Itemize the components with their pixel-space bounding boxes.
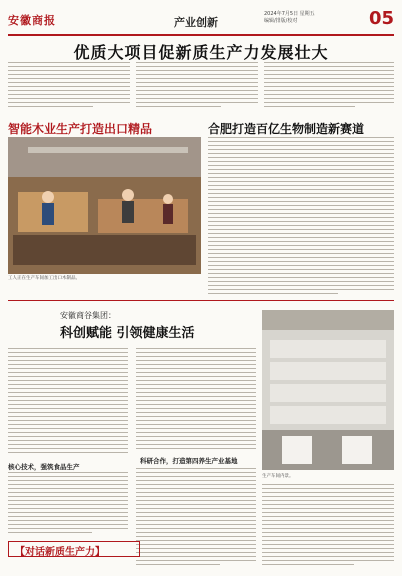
date-line: 2024年7月5日 星期五 bbox=[264, 11, 315, 17]
wood-article-title: 智能木业生产打造出口精品 bbox=[8, 122, 153, 136]
health-body-col1 bbox=[8, 348, 128, 458]
lead-text-col3 bbox=[264, 62, 394, 118]
health-subhead-2: 科研合作，打造第四养生产业基地 bbox=[140, 457, 238, 465]
health-subhead-1: 核心技术，强筑食品生产 bbox=[8, 463, 80, 471]
page-number: 05 bbox=[368, 8, 394, 29]
health-kicker: 安徽商谷集团： bbox=[60, 311, 116, 320]
section-divider bbox=[8, 300, 394, 301]
factory-photo bbox=[8, 137, 201, 274]
health-body-col2b bbox=[136, 468, 256, 568]
wood-photo-caption: 工人正在生产车间加工出口木制品。 bbox=[8, 276, 80, 281]
production-photo-caption: 生产车间内景。 bbox=[262, 474, 294, 479]
editor-line: 编辑/排版/校对 bbox=[264, 18, 298, 24]
hefei-article-body bbox=[208, 137, 394, 297]
header-meta bbox=[264, 11, 315, 25]
hefei-article-title: 合肥打造百亿生物制造新赛道 bbox=[208, 122, 365, 136]
newspaper-logo: 安徽商报 bbox=[8, 14, 56, 27]
lead-text-col2 bbox=[136, 62, 258, 118]
health-body-col1b bbox=[8, 472, 128, 536]
lead-text-col1 bbox=[8, 62, 130, 118]
page-header bbox=[8, 6, 394, 36]
section-title: 产业创新 bbox=[174, 16, 218, 29]
main-headline: 优质大项目促新质生产力发展壮大 bbox=[73, 43, 329, 62]
health-article-title: 科创赋能 引领健康生活 bbox=[60, 326, 195, 341]
dialogue-banner: 【对话新质生产力】 bbox=[8, 541, 140, 557]
production-line-photo bbox=[262, 310, 394, 470]
health-body-col2 bbox=[136, 348, 256, 453]
health-body-col3 bbox=[262, 484, 394, 568]
